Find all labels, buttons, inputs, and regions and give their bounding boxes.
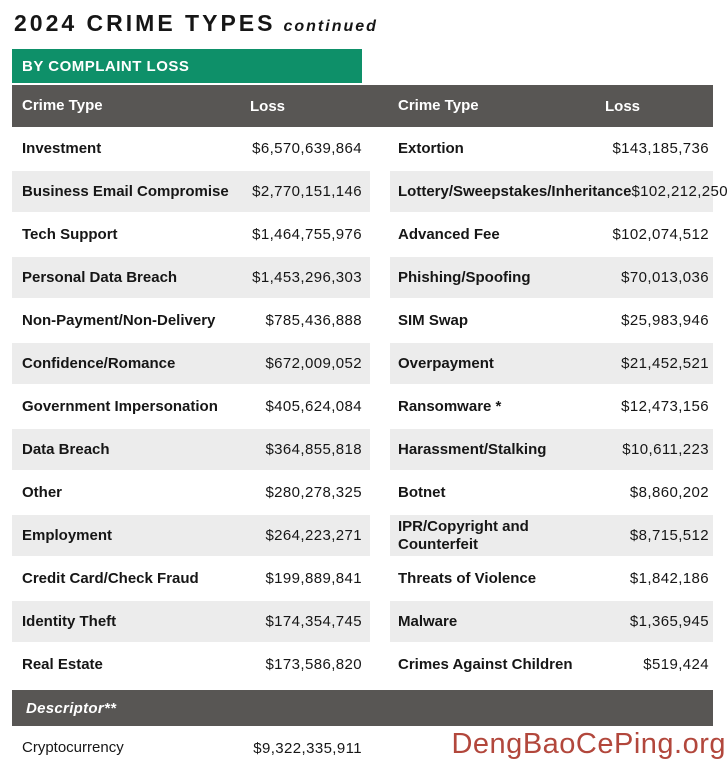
table-row-right-half — [390, 256, 713, 299]
loss-value-cell: $174,354,745 — [265, 613, 362, 630]
loss-value-cell: $8,860,202 — [629, 484, 709, 501]
descriptor-row-left — [12, 739, 370, 757]
table-row-left-half — [12, 600, 370, 643]
loss-value-cell: $8,715,512 — [629, 527, 709, 544]
crime-type-cell: IPR/Copyright and Counterfeit — [398, 517, 529, 553]
table-row — [12, 342, 728, 385]
crime-type-cell: Government Impersonation — [22, 397, 218, 415]
crime-type-cell: Ransomware * — [398, 397, 502, 415]
loss-value-cell: $280,278,325 — [265, 484, 362, 501]
table-row-left-half — [12, 385, 370, 428]
loss-value-cell: $173,586,820 — [265, 656, 362, 673]
column-gap — [370, 471, 390, 514]
table-row — [12, 643, 728, 686]
table-header-right — [390, 85, 713, 127]
crime-type-cell: Overpayment — [398, 354, 494, 372]
table-row-left-half — [12, 170, 370, 213]
loss-value-cell: $519,424 — [643, 656, 709, 673]
table-row-right-half — [390, 514, 713, 557]
page-title — [14, 10, 728, 40]
crime-type-cell: Employment — [22, 526, 113, 544]
loss-value-cell: $102,074,512 — [612, 226, 709, 243]
crime-type-cell: Data Breach — [22, 440, 110, 458]
table-row — [12, 127, 728, 170]
column-header-crime-type-right: Crime Type — [398, 97, 479, 114]
watermark-text: DengBaoCePing.org — [451, 728, 726, 760]
crime-type-cell: Cryptocurrency — [22, 739, 124, 756]
crime-type-cell: Extortion — [398, 139, 464, 157]
loss-value-cell: $1,453,296,303 — [252, 269, 362, 286]
page-title-continued: continued — [283, 18, 378, 35]
section-header-by-complaint-loss — [12, 49, 362, 83]
crime-type-cell: Other — [22, 483, 63, 501]
loss-value-cell: $143,185,736 — [612, 140, 709, 157]
loss-value-cell: $1,842,186 — [629, 570, 709, 587]
table-row-left-half — [12, 256, 370, 299]
table-row-left-half — [12, 471, 370, 514]
table-row — [12, 557, 728, 600]
table-row — [12, 471, 728, 514]
table-row-right-half — [390, 299, 713, 342]
table-row-right-half — [390, 385, 713, 428]
column-gap — [370, 643, 390, 686]
descriptor-label: Descriptor** — [26, 699, 117, 717]
table-row-left-half — [12, 127, 370, 170]
table-row-right-half — [390, 170, 728, 213]
table-row — [12, 428, 728, 471]
table-row-right-half — [390, 342, 713, 385]
crime-type-cell: Tech Support — [22, 225, 118, 243]
table-row — [12, 170, 728, 213]
table-row-left-half — [12, 213, 370, 256]
loss-value-cell: $405,624,084 — [265, 398, 362, 415]
crime-type-cell: Credit Card/Check Fraud — [22, 569, 199, 587]
crime-type-cell: Personal Data Breach — [22, 268, 178, 286]
table-row — [12, 385, 728, 428]
crime-type-cell: SIM Swap — [398, 311, 469, 329]
column-gap — [370, 428, 390, 471]
crime-type-cell: Non-Payment/Non-Delivery — [22, 311, 216, 329]
loss-value-cell: $10,611,223 — [622, 441, 709, 458]
column-gap — [370, 213, 390, 256]
table-row-left-half — [12, 428, 370, 471]
crime-type-cell: Advanced Fee — [398, 225, 500, 243]
table-row-left-half — [12, 643, 370, 686]
loss-value-cell: $70,013,036 — [621, 269, 709, 286]
column-gap — [370, 170, 390, 213]
loss-value-cell: $785,436,888 — [265, 312, 362, 329]
crime-type-cell: Crimes Against Children — [398, 655, 573, 673]
loss-value-cell: $102,212,250 — [631, 183, 728, 200]
table-row-right-half — [390, 127, 713, 170]
column-header-crime-type-left: Crime Type — [22, 97, 103, 114]
loss-value-cell: $199,889,841 — [265, 570, 362, 587]
section-header-label: BY COMPLAINT LOSS — [22, 57, 190, 75]
column-gap — [370, 256, 390, 299]
crime-type-cell: Lottery/Sweepstakes/Inheritance — [398, 182, 632, 200]
loss-value-cell: $364,855,818 — [265, 441, 362, 458]
table-row — [12, 213, 728, 256]
crime-type-cell: Investment — [22, 139, 102, 157]
loss-value-cell: $1,365,945 — [629, 613, 709, 630]
loss-value-cell: $9,322,335,911 — [253, 739, 362, 757]
loss-value-cell: $21,452,521 — [621, 355, 709, 372]
crime-type-cell: Threats of Violence — [398, 569, 537, 587]
table-row-right-half — [390, 600, 713, 643]
crime-type-cell: Real Estate — [22, 655, 103, 673]
crime-type-cell: Business Email Compromise — [22, 182, 229, 200]
table-row — [12, 256, 728, 299]
loss-value-cell: $6,570,639,864 — [252, 140, 362, 157]
table-row — [12, 600, 728, 643]
table-row-left-half — [12, 342, 370, 385]
table-header-left — [12, 85, 370, 127]
table-row-right-half — [390, 557, 713, 600]
table-row-right-half — [390, 643, 713, 686]
column-gap — [370, 85, 390, 127]
column-header-loss-right: Loss — [605, 97, 641, 115]
loss-value-cell: $264,223,271 — [265, 527, 362, 544]
column-header-loss-left: Loss — [250, 97, 286, 115]
column-gap — [370, 385, 390, 428]
table-row-left-half — [12, 299, 370, 342]
loss-value-cell: $1,464,755,976 — [252, 226, 362, 243]
crime-type-cell: Confidence/Romance — [22, 354, 176, 372]
column-gap — [370, 557, 390, 600]
crime-type-cell: Malware — [398, 612, 458, 630]
loss-value-cell: $672,009,052 — [265, 355, 362, 372]
table-header-row — [12, 85, 713, 127]
column-gap — [370, 299, 390, 342]
column-gap — [370, 127, 390, 170]
column-gap — [370, 600, 390, 643]
descriptor-section-header — [12, 690, 713, 726]
crime-type-cell: Harassment/Stalking — [398, 440, 547, 458]
table-body — [0, 127, 728, 686]
table-row-right-half — [390, 213, 713, 256]
crime-type-cell: Botnet — [398, 483, 446, 501]
table-row — [12, 299, 728, 342]
page-title-main: 2024 CRIME TYPES — [14, 10, 276, 36]
crime-type-cell: Identity Theft — [22, 612, 117, 630]
table-row-left-half — [12, 514, 370, 557]
table-row-right-half — [390, 428, 713, 471]
column-gap — [370, 342, 390, 385]
table-row — [12, 514, 728, 557]
crime-type-cell: Phishing/Spoofing — [398, 268, 531, 286]
column-gap — [370, 514, 390, 557]
loss-value-cell: $2,770,151,146 — [252, 183, 362, 200]
loss-value-cell: $12,473,156 — [621, 398, 709, 415]
table-row-left-half — [12, 557, 370, 600]
table-row-right-half — [390, 471, 713, 514]
loss-value-cell: $25,983,946 — [621, 312, 709, 329]
